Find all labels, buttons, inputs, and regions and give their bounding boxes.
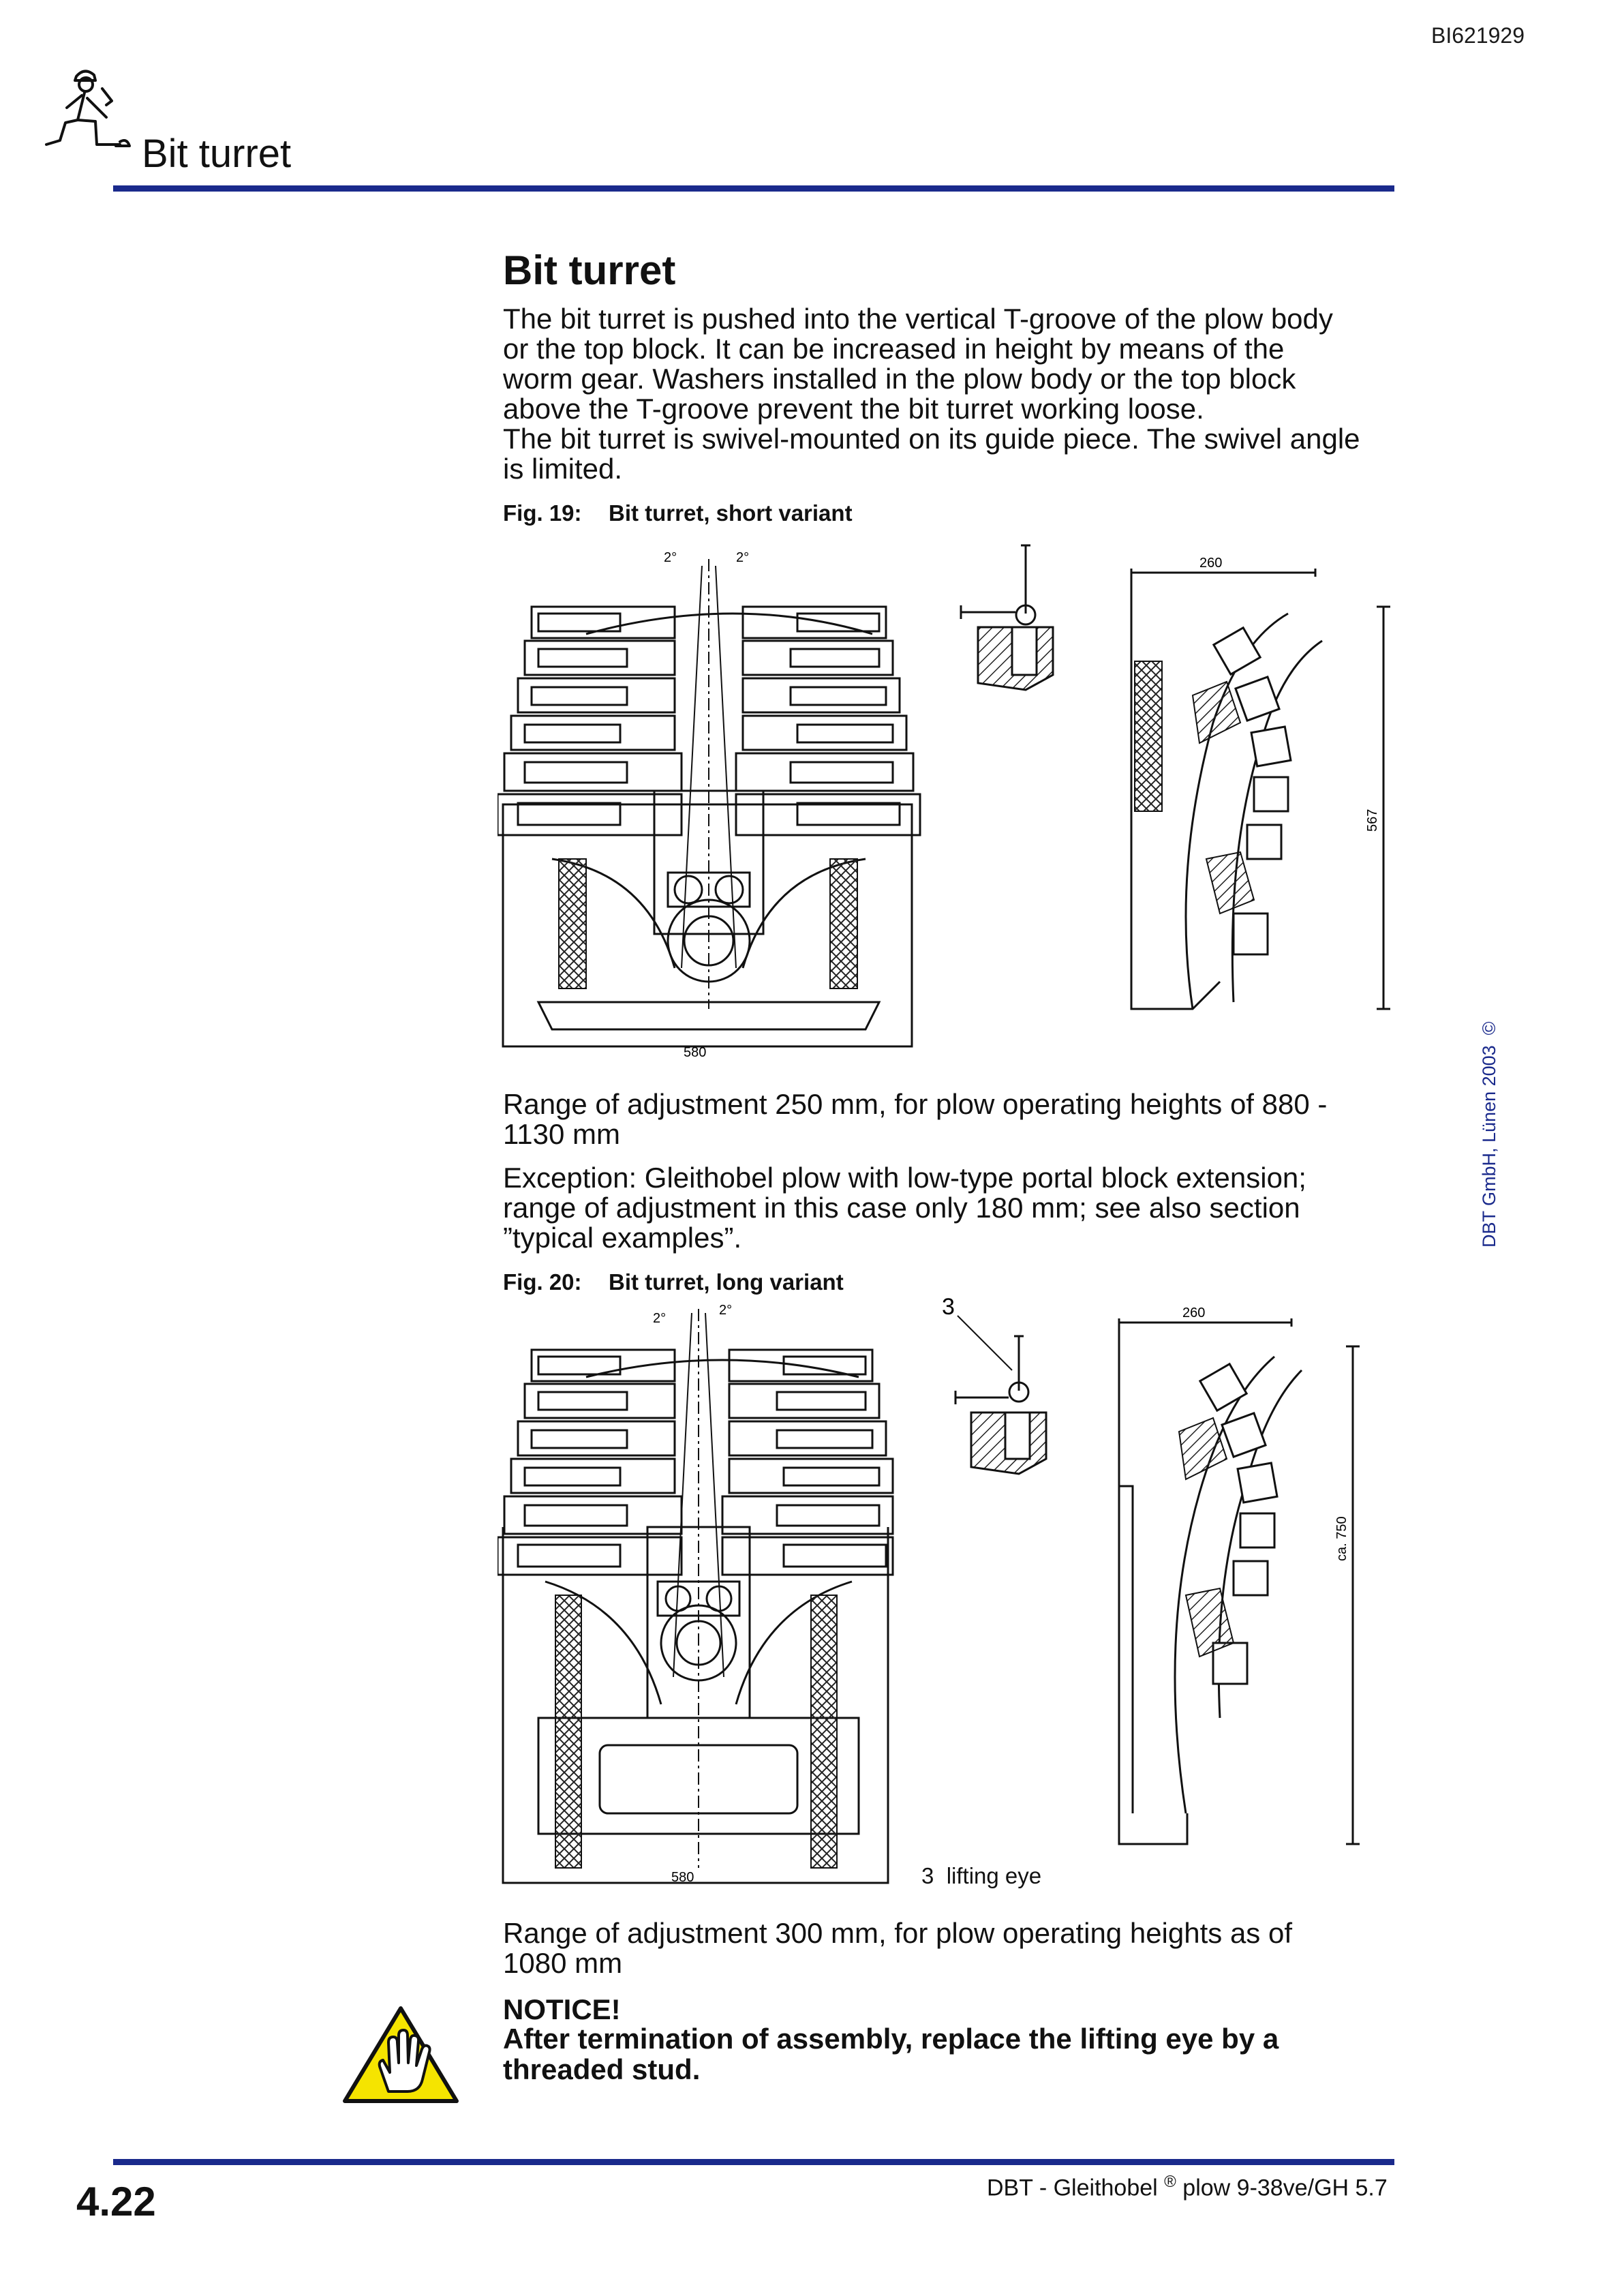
notice-body [503,2023,1409,2085]
intro-line: The bit turret is pushed into the vertical T-groove of the plow body [503,303,1333,335]
page-heading: Bit turret [503,247,676,293]
fig20-angle-left: 2° [653,1311,667,1326]
fig19-caption [503,500,853,526]
intro-line: or the top block. It can be increased in height by means of the [503,333,1285,365]
fig19-title: Bit turret, short variant [609,500,853,526]
fig20-angle-right: 2° [719,1303,733,1318]
footer-doc-title: DBT - Gleithobel [987,2175,1158,2201]
range-line: 1080 mm [503,1947,623,1979]
range-short-paragraph [503,1089,1409,1149]
fig19-lifting-eye-detail [961,545,1035,624]
exception-paragraph [503,1163,1409,1253]
registered-mark: ® [1164,2173,1176,2191]
fig19-dim-side-height: 567 [1365,809,1380,832]
exception-line: ”typical examples”. [503,1222,742,1254]
range-long-paragraph [503,1918,1409,1978]
page-number: 4.22 [76,2179,156,2224]
worker-icon [44,61,146,170]
footer-doc-name [987,2173,1388,2201]
notice-line: After termination of assembly, replace the lifting eye by a [503,2023,1279,2055]
copyright-symbol: © [1479,1021,1499,1036]
footer-doc-model: plow 9-38ve/GH 5.7 [1176,2175,1388,2201]
intro-line: worm gear. Washers installed in the plow body or the top block [503,363,1296,395]
intro-paragraph [503,304,1409,484]
exception-line: range of adjustment in this case only 180 mm; see also section [503,1192,1300,1224]
notice-heading: NOTICE! [503,1993,621,2025]
intro-line: is limited. [503,453,623,485]
copyright-note [1479,1021,1500,1248]
copyright-text: DBT GmbH, Lünen 2003 [1479,1045,1499,1248]
fig19-number: Fig. 19: [503,500,582,526]
fig20-callout-number: 3 [942,1295,955,1320]
range-line: Range of adjustment 250 mm, for plow operating heights of 880 - [503,1088,1328,1120]
legend-text: lifting eye [946,1863,1042,1888]
fig19-dim-width: 580 [684,1045,707,1060]
fig20-dim-width: 580 [671,1870,694,1885]
section-title: Bit turret [142,132,292,176]
range-line: 1130 mm [503,1118,620,1150]
fig20-dim-side-height: ca. 750 [1334,1516,1349,1561]
fig20-number: Fig. 20: [503,1269,582,1295]
fig19-dim-side-width: 260 [1199,556,1223,571]
fig20-caption [503,1269,844,1295]
range-line: Range of adjustment 300 mm, for plow operating heights as of [503,1917,1292,1949]
fig19-angle-left: 2° [664,550,677,565]
fig20-left-bits [498,1350,682,1575]
legend-number: 3 [921,1863,934,1888]
notice-line: threaded stud. [503,2053,701,2085]
fig20-dim-side-width: 260 [1182,1305,1206,1320]
fig20-title: Bit turret, long variant [609,1269,844,1295]
fig20-lifting-eye-detail [955,1336,1028,1404]
footer-rule [113,2159,1394,2165]
fig20-right-bits [722,1350,893,1575]
document-id: BI621929 [1431,23,1525,48]
fig20-legend [921,1863,1041,1889]
intro-line: The bit turret is swivel-mounted on its guide piece. The swivel angle [503,423,1360,455]
fig20-drawing [498,1295,1404,1895]
header-rule [113,185,1394,192]
fig19-drawing [498,532,1404,1063]
exception-line: Exception: Gleithobel plow with low-type portal block extension; [503,1162,1306,1194]
intro-line: above the T-groove prevent the bit turret working loose. [503,393,1204,425]
warning-hand-icon [341,2004,461,2105]
fig19-angle-right: 2° [736,550,750,565]
